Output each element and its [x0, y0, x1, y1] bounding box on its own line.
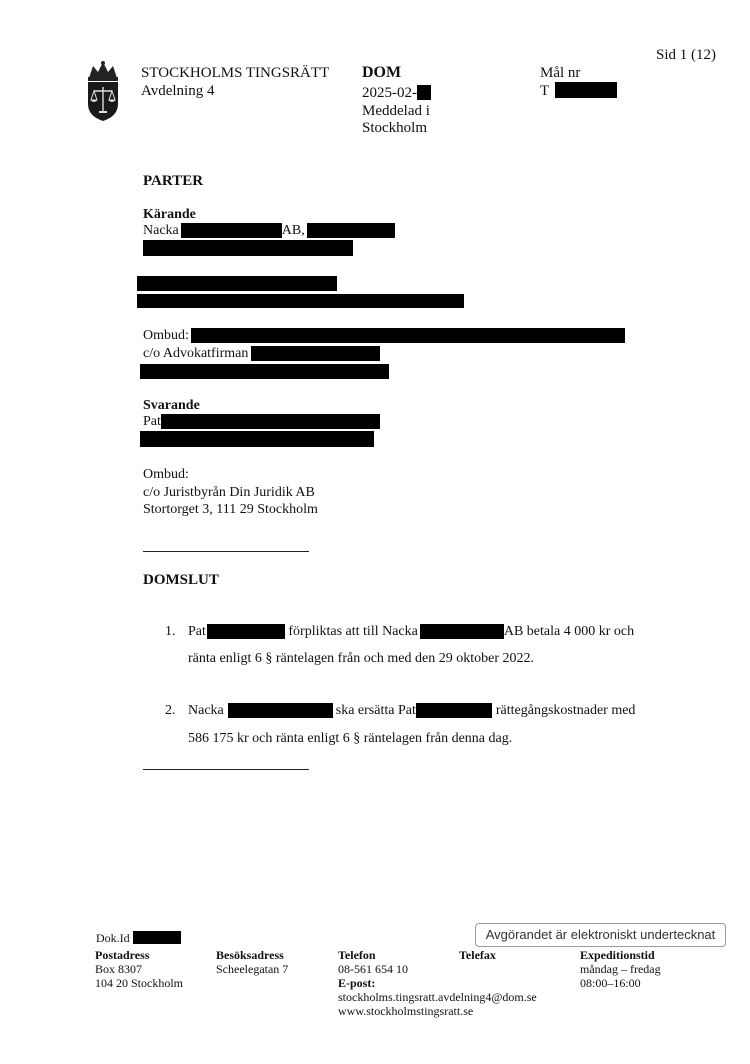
- redaction-bar: [307, 223, 395, 238]
- plaintiff-name: Nacka AB,: [143, 223, 395, 239]
- court-name: STOCKHOLMS TINGSRÄTT: [141, 65, 330, 81]
- defendant-ombud-line2: Stortorget 3, 111 29 Stockholm: [143, 502, 318, 517]
- plaintiff-ombud: Ombud:: [143, 328, 625, 344]
- announced-line1: Meddelad i: [362, 103, 430, 119]
- court-emblem-icon: [84, 60, 122, 122]
- footer-website: www.stockholmstingsratt.se: [338, 1004, 474, 1018]
- footer-telefax: Telefax: [459, 948, 496, 962]
- plaintiff-ombud-address-redaction: [140, 364, 389, 382]
- redaction-bar: [161, 414, 380, 429]
- plaintiff-address-redaction: [143, 240, 353, 258]
- signature-notice: Avgörandet är elektroniskt undertecknat: [475, 923, 726, 947]
- defendant-address-redaction: [140, 431, 374, 449]
- defendant-ombud-line1: c/o Juristbyrån Din Juridik AB: [143, 485, 315, 500]
- judgment-heading: DOMSLUT: [143, 572, 219, 588]
- judgment-item-2-line1: Nacka ska ersätta Pat rättegångskostnader med: [188, 703, 636, 718]
- redaction-bar: [181, 223, 282, 238]
- plaintiff-extra-redaction-2: [137, 294, 464, 312]
- case-number: T: [540, 82, 617, 100]
- redaction-bar: [133, 931, 181, 944]
- redaction-bar: [191, 328, 625, 343]
- page-number: Sid 1 (12): [656, 47, 716, 63]
- plaintiff-heading: Kärande: [143, 207, 196, 222]
- footer-postadress: Postadress Box 8307 104 20 Stockholm: [95, 948, 184, 990]
- redaction-bar: [207, 624, 285, 639]
- case-label: Mål nr: [540, 65, 581, 81]
- document-type: DOM: [362, 64, 402, 81]
- judgment-item-2-line2: 586 175 kr och ränta enligt 6 § räntelagen från denna dag.: [188, 731, 513, 746]
- dokid: Dok.Id: [96, 931, 181, 945]
- footer-email: stockholms.tingsratt.avdelning4@dom.se: [338, 990, 537, 1004]
- court-division: Avdelning 4: [141, 83, 215, 99]
- footer-besoksadress: Besöksadress Scheelegatan 7: [216, 948, 289, 976]
- defendant-ombud-label: Ombud:: [143, 467, 189, 482]
- redaction-bar: [416, 703, 492, 718]
- redaction-bar: [555, 82, 617, 98]
- plaintiff-extra-redaction-1: [137, 276, 337, 294]
- footer-expeditionstid: Expeditionstid måndag – fredag 08:00–16:00: [580, 948, 661, 990]
- redaction-bar: [420, 624, 504, 639]
- judgment-item-1-line2: ränta enligt 6 § räntelagen från och med den 29 oktober 2022.: [188, 651, 534, 666]
- section-divider: [143, 551, 309, 552]
- judgment-item-1-number: 1.: [165, 624, 176, 639]
- redaction-bar: [417, 85, 431, 100]
- section-divider: [143, 769, 309, 770]
- footer-telefon: Telefon 08-561 654 10 E-post: stockholms.tingsratt.avdelning4@dom.se www.stockholmstingsratt.se: [338, 948, 537, 1018]
- plaintiff-ombud-firm: c/o Advokatfirman: [143, 346, 380, 362]
- judgment-item-2-number: 2.: [165, 703, 176, 718]
- judgment-item-1-line1: Pat förpliktas att till Nacka AB betala 4 000 kr och: [188, 624, 635, 639]
- redaction-bar: [251, 346, 380, 361]
- parties-heading: PARTER: [143, 173, 204, 189]
- defendant-name: Pat: [143, 414, 380, 430]
- document-date: 2025-02-: [362, 84, 431, 102]
- defendant-heading: Svarande: [143, 398, 200, 413]
- redaction-bar: [228, 703, 333, 718]
- announced-line2: Stockholm: [362, 120, 428, 136]
